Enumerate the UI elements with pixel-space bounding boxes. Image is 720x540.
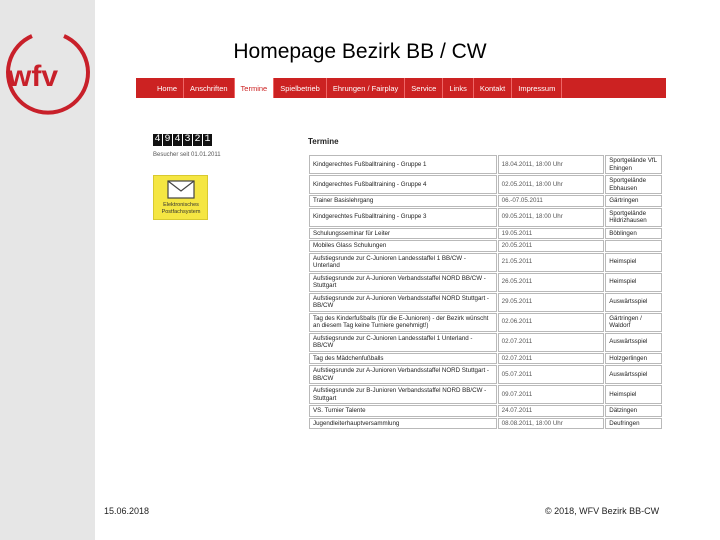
email-system-button[interactable] — [153, 175, 208, 220]
place-cell: Dätzingen — [605, 405, 662, 417]
svg-text:wfv: wfv — [8, 60, 59, 93]
place-cell: Auswärtsspiel — [605, 365, 662, 384]
envelope-icon — [167, 180, 195, 199]
table-row — [309, 313, 662, 332]
date-cell: 26.05.2011 — [498, 273, 605, 292]
table-row — [309, 385, 662, 404]
wfv-logo — [2, 30, 92, 120]
nav-item-ehrungen-fairplay[interactable]: Ehrungen / Fairplay — [327, 78, 405, 98]
nav-item-home[interactable]: Home — [151, 78, 184, 98]
date-cell: 19.05.2011 — [498, 228, 605, 240]
event-cell[interactable]: Aufstiegsrunde zur A-Junioren Verbandsstaffel NORD BB/CW - Stuttgart — [309, 273, 497, 292]
table-row — [309, 240, 662, 252]
visitor-counter-caption: Besucher seit 01.01.2011 — [153, 152, 221, 158]
event-cell[interactable]: Kindgerechtes Fußballtraining - Gruppe 4 — [309, 175, 497, 194]
date-cell: 24.07.2011 — [498, 405, 605, 417]
event-cell[interactable]: Mobiles Glass Schulungen — [309, 240, 497, 252]
date-cell: 02.05.2011, 18:00 Uhr — [498, 175, 605, 194]
date-cell: 09.05.2011, 18:00 Uhr — [498, 208, 605, 227]
event-cell[interactable]: Aufstiegsrunde zur A-Junioren Verbandsstaffel NORD Stuttgart - BB/CW — [309, 365, 497, 384]
counter-digit: 4 — [174, 134, 181, 145]
email-system-label — [156, 202, 206, 216]
nav-item-links[interactable]: Links — [443, 78, 474, 98]
date-cell: 02.07.2011 — [498, 333, 605, 352]
place-cell: Auswärtsspiel — [605, 333, 662, 352]
website-screenshot — [136, 76, 666, 486]
event-cell[interactable]: Tag des Kinderfußballs (für die E-Junioren) - der Bezirk wünscht an diesem Tag keine Turniere genehmigt!) — [309, 313, 497, 332]
nav-item-impressum[interactable]: Impressum — [512, 78, 562, 98]
email-label-line1: Elektronisches — [163, 202, 199, 208]
table-row — [309, 228, 662, 240]
footer-date: 15.06.2018 — [104, 506, 150, 516]
table-row — [309, 253, 662, 272]
place-cell: Heimspiel — [605, 385, 662, 404]
table-row — [309, 273, 662, 292]
nav-item-kontakt[interactable]: Kontakt — [474, 78, 512, 98]
footer-copyright: © 2018, WFV Bezirk BB-CW — [545, 506, 660, 516]
table-row — [309, 333, 662, 352]
date-cell: 09.07.2011 — [498, 385, 605, 404]
counter-digit: 3 — [184, 134, 191, 145]
place-cell: Böblingen — [605, 228, 662, 240]
place-cell: Auswärtsspiel — [605, 293, 662, 312]
event-cell[interactable]: VS. Turnier Talente — [309, 405, 497, 417]
place-cell: Gärtringen / Waldorf — [605, 313, 662, 332]
nav-item-anschriften[interactable]: Anschriften — [184, 78, 235, 98]
main-navigation — [136, 78, 666, 98]
date-cell: 02.06.2011 — [498, 313, 605, 332]
termine-table — [308, 154, 663, 430]
nav-item-termine[interactable]: Termine — [235, 78, 275, 98]
date-cell: 08.08.2011, 18:00 Uhr — [498, 418, 605, 430]
visitor-counter — [153, 134, 212, 146]
table-row — [309, 175, 662, 194]
counter-digit: 2 — [194, 134, 201, 145]
place-cell: Deufringen — [605, 418, 662, 430]
event-cell[interactable]: Aufstiegsrunde zur B-Junioren Verbandsstaffel NORD BB/CW - Stuttgart — [309, 385, 497, 404]
date-cell: 06.-07.05.2011 — [498, 195, 605, 207]
event-cell[interactable]: Jugendleiterhauptversammlung — [309, 418, 497, 430]
table-row — [309, 293, 662, 312]
table-row — [309, 155, 662, 174]
place-cell: Heimspiel — [605, 253, 662, 272]
slide-title: Homepage Bezirk BB / CW — [233, 40, 487, 63]
table-row — [309, 195, 662, 207]
event-cell[interactable]: Aufstiegsrunde zur C-Junioren Landesstaffel 1 Unterland - BB/CW — [309, 333, 497, 352]
place-cell: Sportgelände Ebhausen — [605, 175, 662, 194]
counter-digit: 4 — [154, 134, 161, 145]
nav-item-service[interactable]: Service — [405, 78, 443, 98]
date-cell: 20.05.2011 — [498, 240, 605, 252]
date-cell: 02.07.2011 — [498, 353, 605, 365]
counter-digit: 9 — [164, 134, 171, 145]
table-row — [309, 405, 662, 417]
event-cell[interactable]: Kindgerechtes Fußballtraining - Gruppe 1 — [309, 155, 497, 174]
table-row — [309, 418, 662, 430]
table-row — [309, 208, 662, 227]
event-cell[interactable]: Schulungsseminar für Leiter — [309, 228, 497, 240]
date-cell: 18.04.2011, 18:00 Uhr — [498, 155, 605, 174]
event-cell[interactable]: Aufstiegsrunde zur A-Junioren Verbandsstaffel NORD Stuttgart - BB/CW — [309, 293, 497, 312]
termine-heading: Termine — [308, 137, 339, 146]
event-cell[interactable]: Trainer Basislehrgang — [309, 195, 497, 207]
date-cell: 21.05.2011 — [498, 253, 605, 272]
place-cell: Sportgelände VfL Ehingen — [605, 155, 662, 174]
place-cell: Holzgerlingen — [605, 353, 662, 365]
email-label-line2: Postfachsystem — [161, 209, 201, 215]
date-cell: 29.05.2011 — [498, 293, 605, 312]
place-cell: Sportgelände Hildrizhausen — [605, 208, 662, 227]
event-cell[interactable]: Aufstiegsrunde zur C-Junioren Landesstaffel 1 BB/CW - Unterland — [309, 253, 497, 272]
place-cell — [605, 240, 662, 252]
event-cell[interactable]: Kindgerechtes Fußballtraining - Gruppe 3 — [309, 208, 497, 227]
event-cell[interactable]: Tag des Mädchenfußballs — [309, 353, 497, 365]
place-cell: Heimspiel — [605, 273, 662, 292]
nav-item-spielbetrieb[interactable]: Spielbetrieb — [274, 78, 327, 98]
table-row — [309, 353, 662, 365]
date-cell: 05.07.2011 — [498, 365, 605, 384]
place-cell: Gärtringen — [605, 195, 662, 207]
counter-digit: 1 — [204, 134, 211, 145]
table-row — [309, 365, 662, 384]
